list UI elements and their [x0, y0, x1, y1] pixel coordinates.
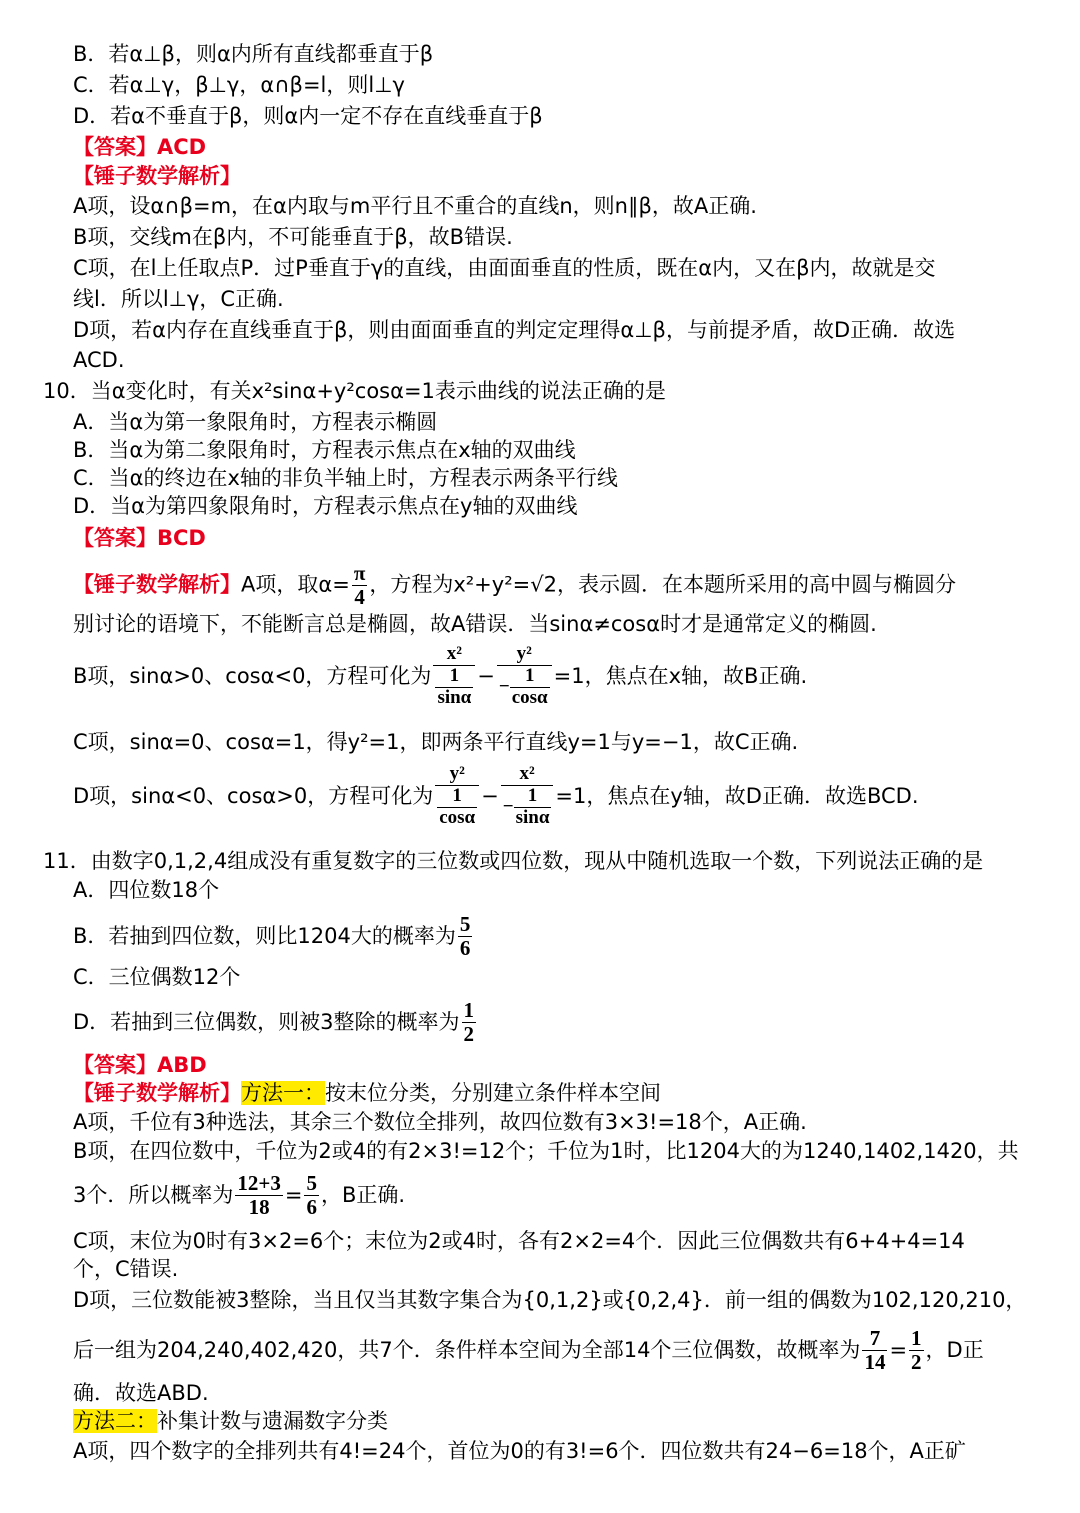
q9-analysis-c1: C项，在l上任取点P．过P垂直于γ的直线，由面面垂直的性质，既在α内，又在β内，故就是交 — [73, 256, 936, 280]
method-two-label: 方法二： — [73, 1409, 157, 1433]
q10-stem: 10．当α变化时，有关x²sinα+y²cosα=1表示曲线的说法正确的是 — [43, 379, 666, 403]
q11-analysis-b2: 3个．所以概率为 $\frac{12+3}{18}$ = $\frac{5}{6}$ ，B正确. — [73, 1171, 406, 1220]
q11-analysis-header: 【锤子数学解析】方法一：按末位分类，分别建立条件样本空间 — [73, 1081, 661, 1105]
q11-answer-line — [73, 1055, 207, 1076]
q10-option-d: D．当α为第四象限角时，方程表示焦点在y轴的双曲线 — [73, 494, 578, 518]
compound-fraction-1: $\frac{\text{x²}}{\frac{1}{\sin\alpha}}$ — [433, 644, 475, 709]
q11-option-a: A．四位数18个 — [73, 878, 220, 902]
q9-analysis-d2: ACD. — [73, 348, 125, 372]
answer-value: BCD — [157, 526, 206, 550]
q9-option-d: D．若α不垂直于β，则α内一定不存在直线垂直于β — [73, 104, 543, 128]
answer-tag: 【答案】 — [73, 1053, 157, 1077]
q11-analysis-c2: 个，C错误. — [73, 1257, 179, 1281]
compound-fraction-3: $\frac{\text{y²}}{\frac{1}{\cos\alpha}}$ — [435, 764, 479, 829]
fraction-1-2-b: $\frac{1}{2}$ — [911, 1326, 922, 1375]
analysis-tag: 【锤子数学解析】 — [73, 1081, 241, 1105]
analysis-tag: 【锤子数学解析】 — [73, 572, 241, 597]
fraction-15-18: $\frac{12+3}{18}$ — [237, 1171, 281, 1220]
q10-analysis-a2: 别讨论的语境下，不能断言总是椭圆，故A错误．当sinα≠cosα时才是通常定义的椭圆. — [73, 612, 877, 636]
q11-option-d: D．若抽到三位偶数，则被3整除的概率为 $\frac{1}{2}$ — [73, 998, 475, 1047]
fraction-5-6-b: $\frac{5}{6}$ — [306, 1171, 317, 1220]
q11-stem: 11．由数字0,1,2,4组成没有重复数字的三位数或四位数，现从中随机选取一个数，下列说法正确的是 — [43, 849, 984, 873]
answer-value: ACD — [157, 135, 207, 159]
q9-option-c: C．若α⊥γ，β⊥γ，α∩β=l，则l⊥γ — [73, 73, 405, 97]
q11-option-b: B．若抽到四位数，则比1204大的概率为 $\frac{5}{6}$ — [73, 912, 471, 961]
q11-analysis-d3: 确．故选ABD. — [73, 1381, 209, 1405]
q10-analysis-d: D项，sinα<0、cosα>0，方程可化为 $\frac{\text{y²}}{\frac{1}{\cos\alpha}}$ − x² − $\frac{1}{\sin\alpha}$ =1，焦点在y轴，故D正确．故选BCD. — [73, 763, 919, 828]
q10-analysis-a1: 【锤子数学解析】A项，取α= $\frac{\pi}{4}$ ，方程为x²+y²=√2，表示圆．在本题所采用的高中圆与椭圆分 — [73, 561, 956, 610]
compound-fraction-2: y² − $\frac{1}{\cos\alpha}$ — [497, 644, 552, 709]
q9-option-b: B．若α⊥β，则α内所有直线都垂直于β — [73, 42, 434, 66]
q10-option-c: C．当α的终边在x轴的非负半轴上时，方程表示两条平行线 — [73, 466, 618, 490]
q11-analysis-d1: D项，三位数能被3整除，当且仅当其数字集合为{0,1,2}或{0,2,4}．前一组的偶数为102,120,210， — [73, 1288, 1027, 1312]
fraction-1-2: $\frac{1}{2}$ — [463, 998, 475, 1047]
q9-analysis-tag: 【锤子数学解析】 — [73, 164, 241, 188]
fraction-5-6: $\frac{5}{6}$ — [459, 912, 471, 961]
q11-analysis-d2: 后一组为204,240,402,420，共7个．条件样本空间为全部14个三位偶数，故概率为 $\frac{7}{14}$ = $\frac{1}{2}$ ，D正 — [73, 1326, 984, 1375]
q11-analysis-a: A项，千位有3种选法，其余三个数位全排列，故四位数有3×3!=18个，A正确. — [73, 1110, 807, 1134]
q9-analysis-b: B项，交线m在β内，不可能垂直于β，故B错误. — [73, 225, 513, 249]
q9-answer-line — [73, 137, 206, 158]
q11-analysis-c1: C项，末位为0时有3×2=6个；末位为2或4时，各有2×2=4个．因此三位偶数共有6+4+4=14 — [73, 1229, 965, 1253]
q9-analysis-c2: 线l．所以l⊥γ，C正确. — [73, 287, 284, 311]
q10-answer-line — [73, 528, 206, 549]
q9-analysis-d1: D项，若α内存在直线垂直于β，则由面面垂直的判定定理得α⊥β，与前提矛盾，故D正确．故选 — [73, 318, 956, 342]
q10-analysis-c: C项，sinα=0、cosα=1，得y²=1，即两条平行直线y=1与y=−1，故C正确. — [73, 730, 799, 754]
q10-option-b: B．当α为第二象限角时，方程表示焦点在x轴的双曲线 — [73, 438, 576, 462]
q11-analysis-b1: B项，在四位数中，千位为2或4的有2×3!=12个；千位为1时，比1204大的为1240,1402,1420，共 — [73, 1139, 1019, 1163]
answer-value: ABD — [157, 1053, 207, 1077]
q9-analysis-a: A项，设α∩β=m，在α内取与m平行且不重合的直线n，则n∥β，故A正确. — [73, 194, 757, 218]
method-one-label: 方法一： — [241, 1081, 325, 1105]
compound-fraction-4: x² − $\frac{1}{\sin\alpha}$ — [501, 764, 554, 829]
answer-tag: 【答案】 — [73, 526, 157, 550]
q10-option-a: A．当α为第一象限角时，方程表示椭圆 — [73, 410, 438, 434]
fraction-pi-over-4: $\frac{\pi}{4}$ — [353, 561, 366, 610]
answer-tag: 【答案】 — [73, 135, 157, 159]
q11-method-two-header: 方法二：补集计数与遗漏数字分类 — [73, 1409, 388, 1433]
q11-option-c: C．三位偶数12个 — [73, 965, 241, 989]
fraction-7-14: $\frac{7}{14}$ — [864, 1326, 886, 1375]
q10-analysis-b: B项，sinα>0、cosα<0，方程可化为 $\frac{\text{x²}}{\frac{1}{\sin\alpha}}$ − y² − $\frac{1}{\cos\alpha}$ =1，焦点在x轴，故B正确. — [73, 643, 808, 708]
q11-method-two-a: A项，四个数字的全排列共有4!=24个，首位为0的有3!=6个．四位数共有24−6=18个，A正矿 — [73, 1439, 966, 1463]
